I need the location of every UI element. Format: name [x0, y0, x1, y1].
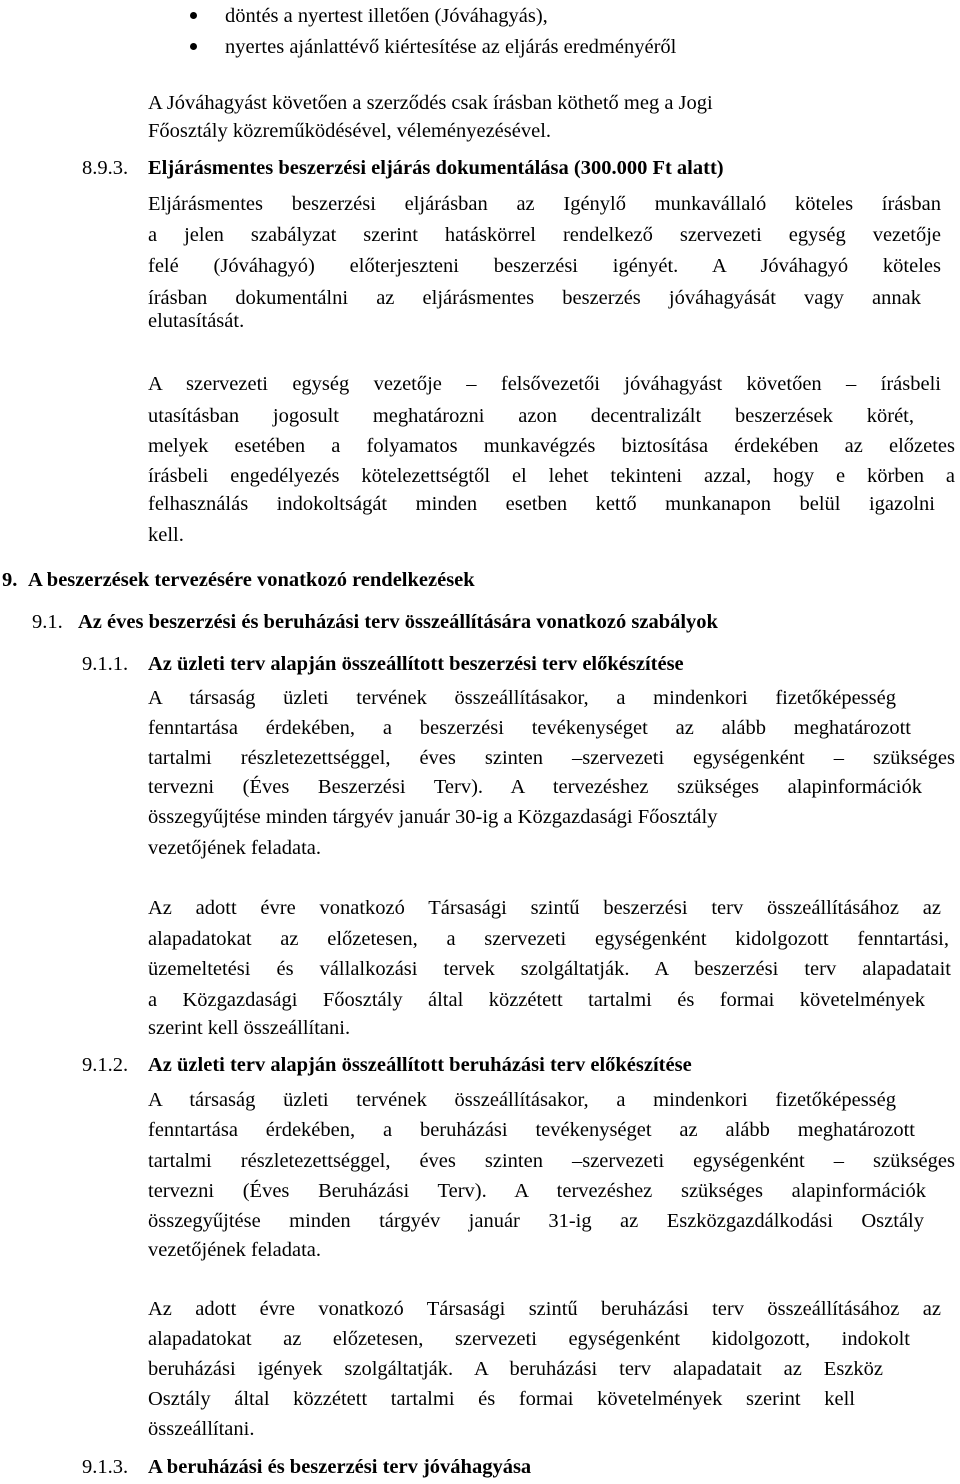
paragraph-line: beruházási igények szolgáltatják. A beruházási terv alapadatait az Eszköz — [148, 1358, 883, 1380]
bullet-item: nyertes ajánlattévő kiértesítése az eljárás eredményéről — [225, 36, 677, 58]
paragraph-line: kell. — [148, 524, 184, 546]
paragraph-line: összeállítani. — [148, 1418, 255, 1440]
section-number: 9.1.3. — [82, 1456, 129, 1478]
bullet-item: döntés a nyertest illetően (Jóváhagyás), — [225, 5, 548, 27]
paragraph-line: a jelen szabályzat szerint hatáskörrel rendelkező szervezeti egység vezetője — [148, 224, 941, 246]
paragraph-line: Az adott évre vonatkozó Társasági szintű beruházási terv összeállításához az — [148, 1298, 941, 1320]
paragraph-line: A társaság üzleti tervének összeállításakor, a mindenkori fizetőképesség — [148, 687, 896, 709]
paragraph-line: Az adott évre vonatkozó Társasági szintű beszerzési terv összeállításához az — [148, 897, 941, 919]
section-heading: Az éves beszerzési és beruházási terv összeállítására vonatkozó szabályok — [78, 611, 718, 633]
paragraph-line: A Jóváhagyást követően a szerződés csak írásban köthető meg a Jogi — [148, 92, 713, 114]
paragraph-line: fenntartása érdekében, a beruházási tevékenységet az alább meghatározott — [148, 1119, 915, 1141]
bullet-dot — [190, 43, 197, 50]
section-heading: Eljárásmentes beszerzési eljárás dokumentálása (300.000 Ft alatt) — [148, 157, 724, 179]
paragraph-line: írásbeli engedélyezés kötelezettségtől el lehet tekinteni azzal, hogy e körben a — [148, 465, 955, 487]
paragraph-line: összegyűjtése minden tárgyév január 31-ig az Eszközgazdálkodási Osztály — [148, 1210, 924, 1232]
section-heading: A beruházási és beszerzési terv jóváhagyása — [148, 1456, 532, 1478]
paragraph-line: felhasználás indokoltságát minden esetben kettő munkanapon belül igazolni — [148, 493, 935, 515]
paragraph-line: Osztály által közzétett tartalmi és formai követelmények szerint kell — [148, 1388, 855, 1410]
paragraph-line: melyek esetében a folyamatos munkavégzés biztosítása érdekében az előzetes — [148, 435, 955, 457]
bullet-dot — [190, 12, 197, 19]
paragraph-line: tartalmi részletezettséggel, éves szinten –szervezeti egységenként – szükséges — [148, 747, 955, 769]
paragraph-line: utasításban jogosult meghatározni azon decentralizált beszerzések körét, — [148, 405, 914, 427]
paragraph-line: összegyűjtése minden tárgyév január 30-ig a Közgazdasági Főosztály — [148, 806, 718, 828]
paragraph-line: vezetőjének feladata. — [148, 1239, 321, 1261]
paragraph-line: tervezni (Éves Beszerzési Terv). A tervezéshez szükséges alapinformációk — [148, 776, 922, 798]
paragraph-line: tervezni (Éves Beruházási Terv). A tervezéshez szükséges alapinformációk — [148, 1180, 926, 1202]
section-number: 9. — [2, 569, 18, 591]
section-number: 9.1.1. — [82, 653, 129, 675]
paragraph-line: Főosztály közreműködésével, véleményezésével. — [148, 120, 552, 142]
paragraph-line: fenntartása érdekében, a beszerzési tevékenységet az alább meghatározott — [148, 717, 911, 739]
paragraph-line: elutasítását. — [148, 310, 245, 332]
section-number: 8.9.3. — [82, 157, 129, 179]
section-number: 9.1.2. — [82, 1054, 129, 1076]
paragraph-line: vezetőjének feladata. — [148, 837, 321, 859]
paragraph-line: A szervezeti egység vezetője – felsővezetői jóváhagyást követően – írásbeli — [148, 373, 941, 395]
paragraph-line: A társaság üzleti tervének összeállításakor, a mindenkori fizetőképesség — [148, 1089, 896, 1111]
section-heading: Az üzleti terv alapján összeállított beszerzési terv előkészítése — [148, 653, 684, 675]
paragraph-line: felé (Jóváhagyó) előterjeszteni beszerzési igényét. A Jóváhagyó köteles — [148, 255, 941, 277]
paragraph-line: írásban dokumentálni az eljárásmentes beszerzés jóváhagyását vagy annak — [148, 287, 921, 309]
paragraph-line: tartalmi részletezettséggel, éves szinten –szervezeti egységenként – szükséges — [148, 1150, 955, 1172]
section-heading: A beszerzések tervezésére vonatkozó rendelkezések — [28, 569, 475, 591]
paragraph-line: Eljárásmentes beszerzési eljárásban az Igénylő munkavállaló köteles írásban — [148, 193, 941, 215]
paragraph-line: üzemeltetési és vállalkozási tervek szolgáltatják. A beszerzési terv alapadatait — [148, 958, 951, 980]
paragraph-line: alapadatokat az előzetesen, a szervezeti egységenként kidolgozott fenntartási, — [148, 928, 949, 950]
paragraph-line: a Közgazdasági Főosztály által közzétett tartalmi és formai követelmények — [148, 989, 925, 1011]
section-heading: Az üzleti terv alapján összeállított beruházási terv előkészítése — [148, 1054, 692, 1076]
paragraph-line: szerint kell összeállítani. — [148, 1017, 351, 1039]
paragraph-line: alapadatokat az előzetesen, szervezeti egységenként kidolgozott, indokolt — [148, 1328, 910, 1350]
section-number: 9.1. — [32, 611, 63, 633]
